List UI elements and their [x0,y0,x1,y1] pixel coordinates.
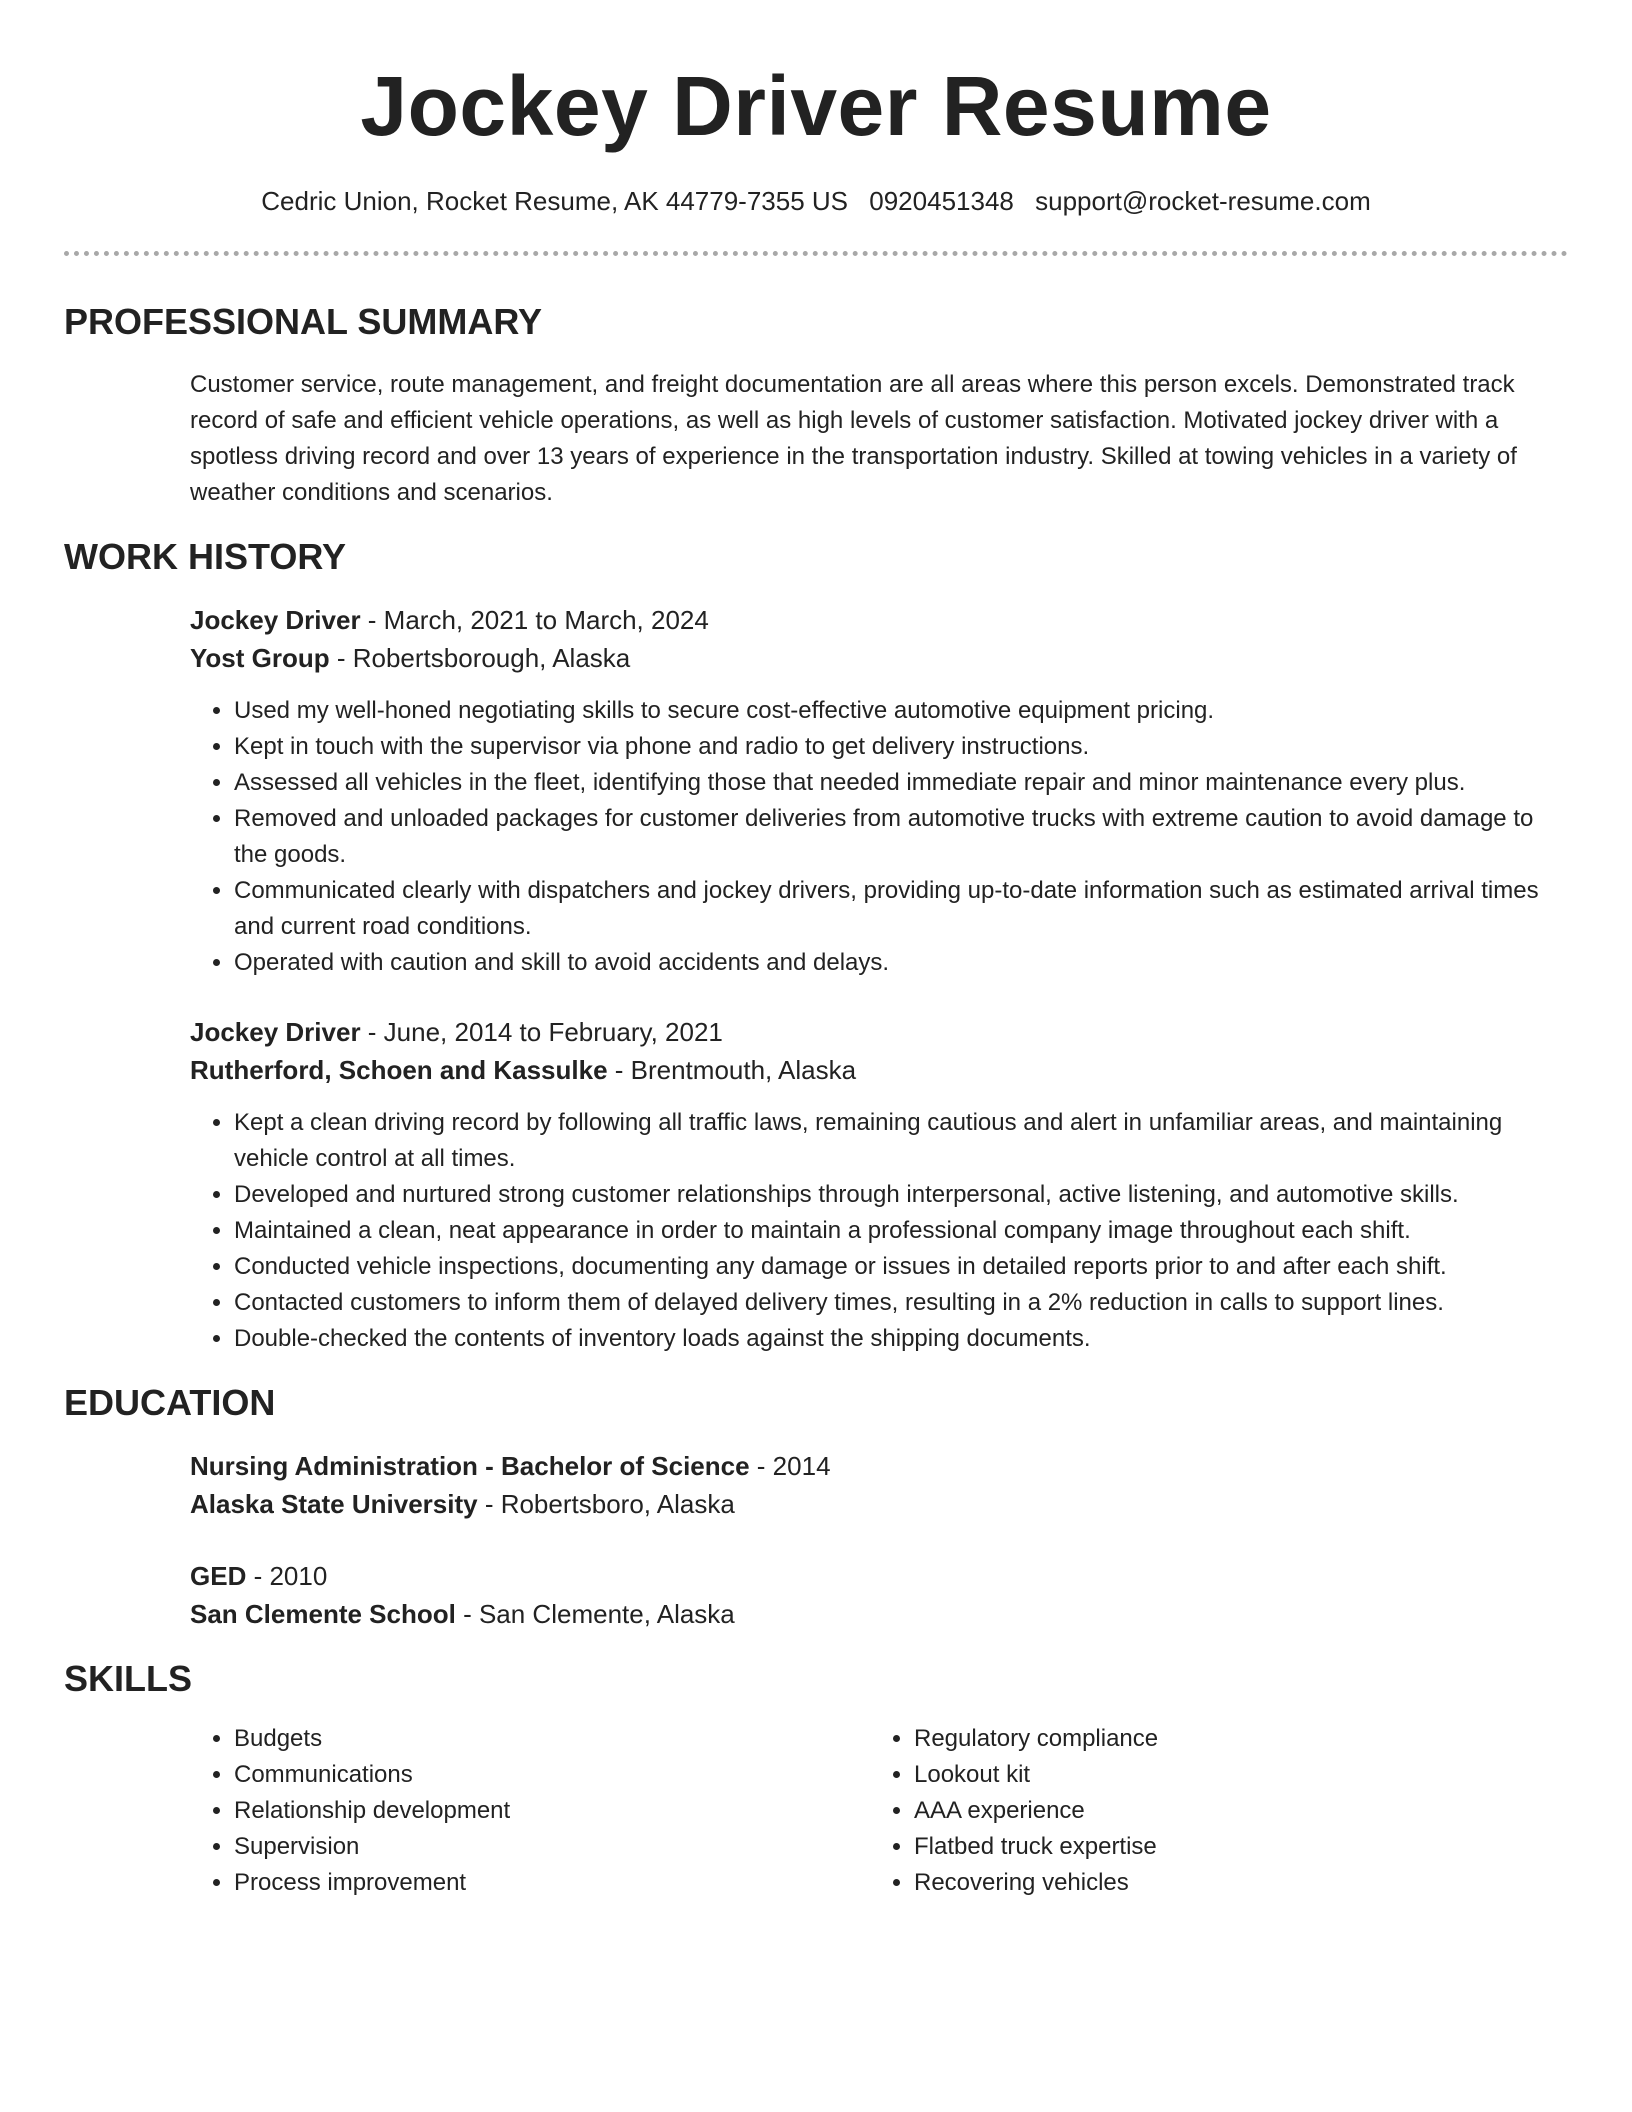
education-school: Alaska State University [190,1489,478,1519]
education-degree: Nursing Administration - Bachelor of Science [190,1451,750,1481]
job-company: Rutherford, Schoen and Kassulke [190,1055,608,1085]
skill-item: • Process improvement [234,1865,870,1901]
skill-item: • Budgets [234,1721,870,1757]
job-company-line [190,639,1568,677]
job-bullets [190,1105,1568,1357]
education-location: - San Clemente, Alaska [455,1599,735,1629]
skill-item: • Flatbed truck expertise [914,1829,1550,1865]
job-bullet: • Maintained a clean, neat appearance in order to maintain a professional company image throughout each shift. [234,1213,1568,1249]
education-location: - Robertsboro, Alaska [477,1489,735,1519]
skill-item: • Supervision [234,1829,870,1865]
skills-column-right [870,1721,1550,1901]
skill-item: • Recovering vehicles [914,1865,1550,1901]
education-school-line [190,1485,1568,1523]
skill-item: • Relationship development [234,1793,870,1829]
summary-text: Customer service, route management, and freight documentation are all areas where this person excels. Demonstrated track record of safe and efficient vehicle operations, as well as high levels of customer satisfaction. Motivated jockey driver with a spotless driving record and over 13 years of experience in the transportation industry. Skilled at towing vehicles in a variety of weather conditions and scenarios. [190,371,1517,506]
header-divider [64,251,1568,256]
summary-section [64,300,1568,511]
skills-grid [190,1721,1568,1901]
job-bullet: • Communicated clearly with dispatchers and jockey drivers, providing up-to-date information such as estimated arrival times and current road conditions. [234,873,1568,945]
job-bullet: • Kept a clean driving record by following all traffic laws, remaining cautious and alert in unfamiliar areas, and maintaining vehicle control at all times. [234,1105,1568,1177]
work-history-heading: WORK HISTORY [64,536,347,577]
job-bullet: • Removed and unloaded packages for customer deliveries from automotive trucks with extreme caution to avoid damage to the goods. [234,801,1568,873]
job-title-line [190,601,1568,639]
work-history-section [64,535,1568,1357]
job-bullet: • Developed and nurtured strong customer relationships through interpersonal, active listening, and automotive skills. [234,1177,1568,1213]
education-school: San Clemente School [190,1599,456,1629]
job-location: - Brentmouth, Alaska [607,1055,857,1085]
skill-item: • Communications [234,1757,870,1793]
education-year: - 2010 [246,1561,328,1591]
education-year: - 2014 [749,1451,831,1481]
education-degree: GED [190,1561,247,1591]
contact-email: support@rocket-resume.com [1035,186,1371,216]
job-title: Jockey Driver [190,1017,361,1047]
job-entry [190,601,1568,981]
job-company: Yost Group [190,643,330,673]
job-bullets [190,693,1568,981]
job-bullet: • Assessed all vehicles in the fleet, identifying those that needed immediate repair and minor maintenance every plus. [234,765,1568,801]
education-entry [190,1447,1568,1523]
education-degree-line [190,1557,1568,1595]
contact-address: Cedric Union, Rocket Resume, AK 44779-7355 US [261,186,849,216]
resume-title: Jockey Driver Resume [360,59,1272,153]
job-title: Jockey Driver [190,605,361,635]
skills-column-left [190,1721,870,1901]
job-company-line [190,1051,1568,1089]
job-dates: - March, 2021 to March, 2024 [360,605,709,635]
summary-heading: PROFESSIONAL SUMMARY [64,301,543,342]
job-bullet: • Contacted customers to inform them of delayed delivery times, resulting in a 2% reduction in calls to support lines. [234,1285,1568,1321]
contact-phone: 0920451348 [869,186,1014,216]
skill-item: • AAA experience [914,1793,1550,1829]
skill-item: • Regulatory compliance [914,1721,1550,1757]
job-dates: - June, 2014 to February, 2021 [360,1017,723,1047]
education-degree-line [190,1447,1568,1485]
job-bullet: • Used my well-honed negotiating skills to secure cost-effective automotive equipment pricing. [234,693,1568,729]
job-entry [190,1013,1568,1357]
job-title-line [190,1013,1568,1051]
job-bullet: • Operated with caution and skill to avoid accidents and delays. [234,945,1568,981]
job-bullet: • Conducted vehicle inspections, documenting any damage or issues in detailed reports prior to and after each shift. [234,1249,1568,1285]
skill-item: • Lookout kit [914,1757,1550,1793]
contact-line [64,184,1568,218]
job-location: - Robertsborough, Alaska [329,643,631,673]
education-section [64,1381,1568,1633]
education-school-line [190,1595,1568,1633]
skills-heading: SKILLS [64,1658,193,1699]
job-bullet: • Kept in touch with the supervisor via phone and radio to get delivery instructions. [234,729,1568,765]
job-bullet: • Double-checked the contents of inventory loads against the shipping documents. [234,1321,1568,1357]
skills-section [64,1657,1568,1901]
education-heading: EDUCATION [64,1382,276,1423]
education-entry [190,1557,1568,1633]
